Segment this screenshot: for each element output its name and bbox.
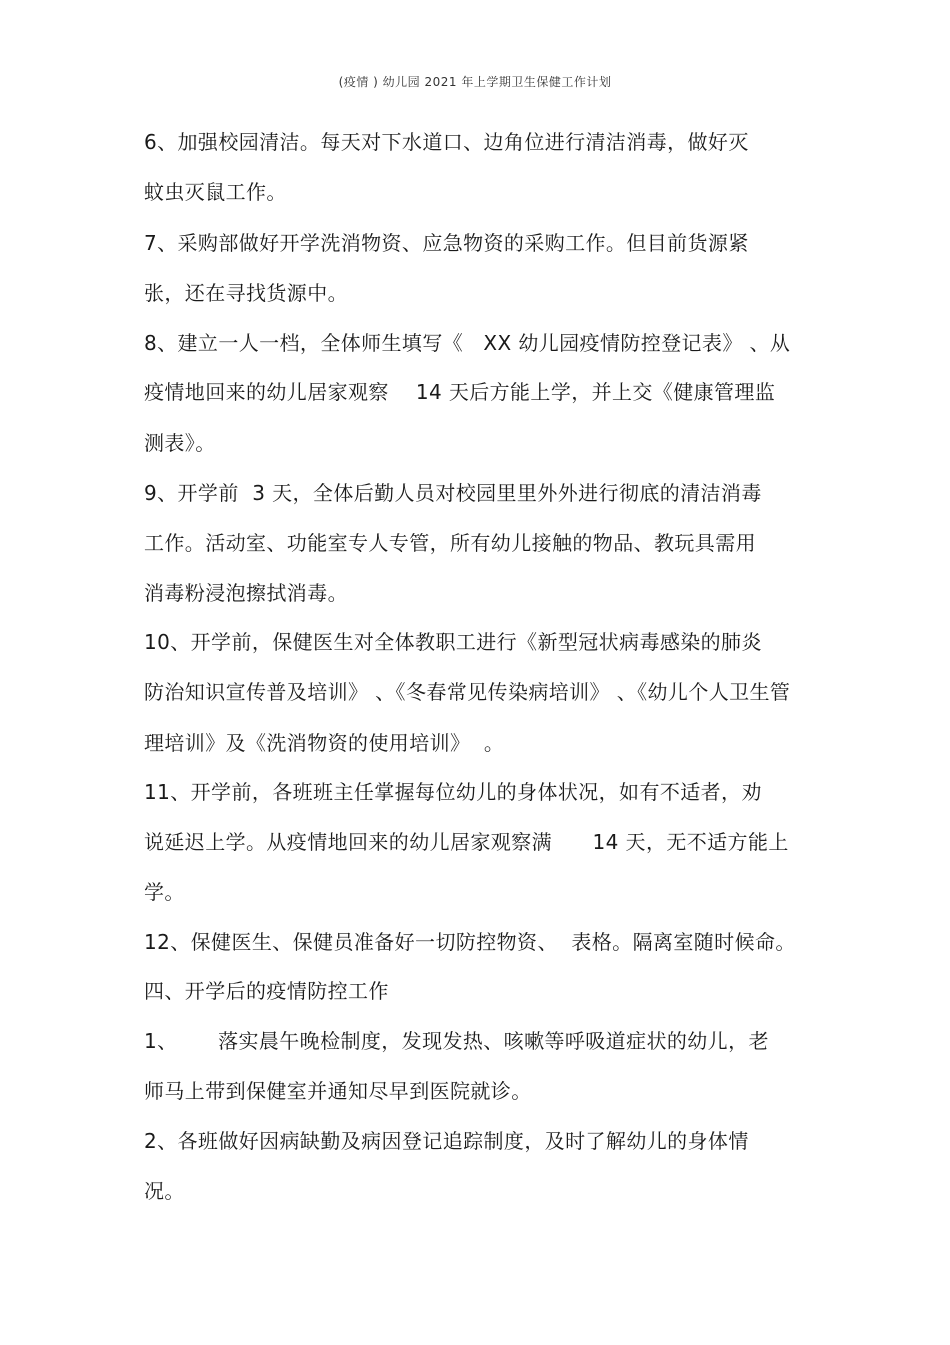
paragraph-line: 1、 落实晨午晚检制度，发现发热、咳嗽等呼吸道症状的幼儿，老: [144, 1029, 769, 1053]
running-header: (疫情 ) 幼儿园 2021 年上学期卫生保健工作计划: [338, 75, 612, 89]
paragraph-line: 疫情地回来的幼儿居家观察 14 天后方能上学，并上交《健康管理监: [144, 380, 776, 404]
paragraph-line: 理培训》及《洗消物资的使用培训》 。: [144, 731, 505, 755]
paragraph-line: 蚊虫灭鼠工作。: [144, 180, 287, 204]
paragraph-line: 6、加强校园清洁。每天对下水道口、边角位进行清洁消毒，做好灭: [144, 130, 749, 154]
paragraph-line: 师马上带到保健室并通知尽早到医院就诊。: [144, 1079, 532, 1103]
paragraph-line: 防治知识宣传普及培训》 、《冬春常见传染病培训》 、《幼儿个人卫生管: [144, 680, 791, 704]
paragraph-line: 工作。活动室、功能室专人专管，所有幼儿接触的物品、教玩具需用: [144, 531, 756, 555]
paragraph-line: 11、开学前，各班班主任掌握每位幼儿的身体状况，如有不适者，劝: [144, 780, 762, 804]
paragraph-line: 消毒粉浸泡擦拭消毒。: [144, 581, 348, 605]
paragraph-line: 10、开学前，保健医生对全体教职工进行《新型冠状病毒感染的肺炎: [144, 630, 762, 654]
paragraph-line: 2、各班做好因病缺勤及病因登记追踪制度，及时了解幼儿的身体情: [144, 1129, 749, 1153]
paragraph-line: 8、建立一人一档，全体师生填写《 XX 幼儿园疫情防控登记表》 、从: [144, 331, 791, 355]
paragraph-line: 说延迟上学。从疫情地回来的幼儿居家观察满 14 天，无不适方能上: [144, 830, 789, 854]
section-heading: 四、开学后的疫情防控工作: [144, 979, 389, 1003]
paragraph-line: 7、采购部做好开学洗消物资、应急物资的采购工作。但目前货源紧: [144, 231, 749, 255]
paragraph-line: 学。: [144, 880, 185, 904]
paragraph-line: 12、保健医生、保健员准备好一切防控物资、 表格。隔离室随时候命。: [144, 930, 796, 954]
paragraph-line: 况。: [144, 1179, 185, 1203]
paragraph-line: 张，还在寻找货源中。: [144, 281, 348, 305]
paragraph-line: 9、开学前 3 天，全体后勤人员对校园里里外外进行彻底的清洁消毒: [144, 481, 762, 505]
paragraph-line: 测表》。: [144, 431, 216, 455]
